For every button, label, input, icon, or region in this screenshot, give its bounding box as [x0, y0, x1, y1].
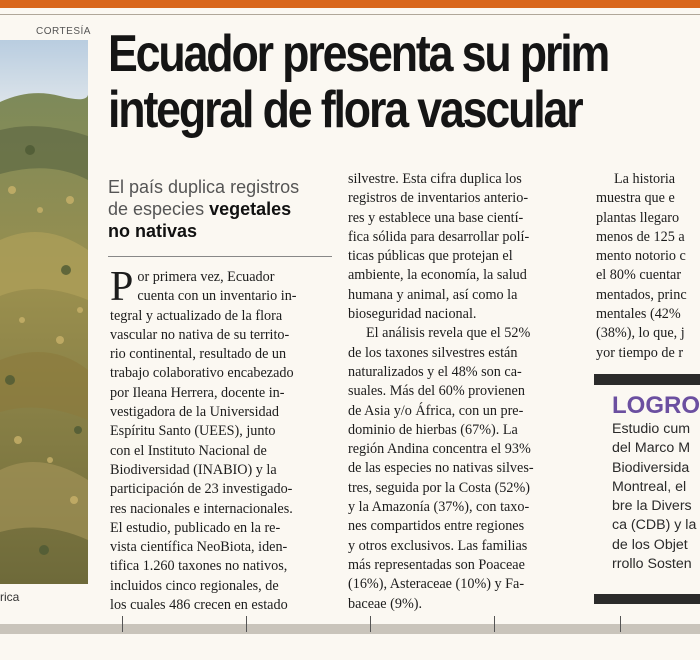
- sidebar-box-text: [612, 420, 696, 574]
- col2-line: registros de inventarios anterio-: [348, 190, 529, 207]
- col2-line: naturalizados y el 48% son ca-: [348, 363, 522, 380]
- col1-line: vista científica NeoBiota, iden-: [110, 539, 288, 556]
- box-line: del Marco M: [612, 440, 691, 457]
- sidebar-box-title: LOGRO: [612, 392, 700, 419]
- box-line: Estudio cum: [612, 421, 691, 437]
- col3-line: menos de 125 a: [596, 228, 685, 245]
- photo-andean-vegetation: [0, 40, 88, 584]
- article-column-2: [348, 170, 574, 614]
- col2-line: de las especies no nativas silves-: [348, 460, 534, 477]
- col3-line: el 80% cuentar: [596, 267, 682, 284]
- col1-line: Biodiversidad (INABIO) y la: [110, 461, 277, 478]
- headline-line-2: integral de flora vascular: [108, 81, 582, 139]
- col3-line: (38%), lo que, j: [596, 325, 685, 342]
- col2-line: más representadas son Poaceae: [348, 556, 525, 573]
- subheadline: [108, 176, 334, 242]
- col2-line: y otros exclusivos. Las familias: [348, 537, 528, 554]
- col1-line: por Ileana Herrera, docente in-: [110, 384, 285, 401]
- col3-line: muestra que e: [596, 190, 675, 207]
- col2-line: (16%), Asteraceae (10%) y Fa-: [348, 576, 525, 593]
- col2-line: de los taxones silvestres están: [348, 344, 518, 361]
- col2-line: baceae (9%).: [348, 595, 423, 612]
- headline-line-1: Ecuador presenta su prim: [108, 25, 609, 83]
- subhead-rule: [108, 256, 332, 257]
- col1-line: con el Instituto Nacional de: [110, 442, 267, 459]
- col2-line: El análisis revela que el 52%: [366, 325, 531, 342]
- col1-line: cuenta con un inventario in-: [137, 288, 297, 305]
- top-rule: [0, 14, 700, 15]
- col2-line: humana y animal, así como la: [348, 286, 518, 303]
- col2-line: dominio de hierbas (67%). La: [348, 421, 518, 438]
- col3-line: plantas llegaro: [596, 209, 680, 226]
- col2-line: de Asia y/o África, con un pre-: [348, 402, 524, 419]
- top-accent-bar: [0, 0, 700, 8]
- crop-mark: [246, 616, 247, 632]
- box-line: Montreal, el: [612, 478, 687, 495]
- col1-line: vascular no nativa de su territo-: [110, 326, 290, 343]
- subhead-text-2: de especies: [108, 199, 210, 219]
- col3-line: La historia: [614, 171, 676, 187]
- box-line: ca (CDB) y la: [612, 517, 697, 534]
- col2-line: tres, seguida por la Costa (52%): [348, 479, 531, 496]
- col3-line: mentados, princ: [596, 286, 687, 303]
- photo-caption: rica: [0, 590, 20, 604]
- subhead-bold-2: no nativas: [108, 221, 198, 241]
- col3-line: mento notorio c: [596, 248, 686, 265]
- headline: [108, 26, 641, 138]
- col3-line: yor tiempo de r: [596, 344, 684, 361]
- col1-line: incluidos cinco regionales, de: [110, 577, 279, 594]
- article-column-3: [596, 170, 700, 363]
- bottom-band: [0, 624, 700, 634]
- col1-line: los cuales 486 crecen en estado: [110, 597, 288, 614]
- box-line: Biodiversida: [612, 459, 690, 476]
- col2-line: silvestre. Esta cifra duplica los: [348, 171, 522, 187]
- col2-line: ambiente, la economía, la salud: [348, 267, 527, 284]
- crop-mark: [122, 616, 123, 632]
- sidebar-box-top-bar: [594, 374, 700, 385]
- col2-paragraph-2: [348, 324, 574, 613]
- crop-mark: [620, 616, 621, 632]
- col1-paragraph: [110, 264, 330, 615]
- col2-line: ticas públicas que protejan el: [348, 248, 513, 265]
- col2-line: nes compartidos entre regiones: [348, 518, 525, 535]
- drop-cap: P: [110, 264, 134, 310]
- subhead-text-1: El país duplica registros: [108, 177, 300, 197]
- col1-line: tegral y actualizado de la flora: [110, 307, 283, 324]
- col2-line: res y establece una base cientí-: [348, 209, 524, 226]
- article-column-1: [110, 264, 330, 615]
- col1-line: Espíritu Santo (UEES), junto: [110, 423, 276, 440]
- sidebar-box-bottom-bar: [594, 594, 700, 604]
- col2-line: y la Amazonía (37%), con taxo-: [348, 499, 530, 516]
- photo-credit: CORTESÍA: [36, 26, 91, 37]
- col2-line: suales. Más del 60% provienen: [348, 383, 525, 400]
- col3-line: mentales (42%: [596, 306, 681, 323]
- col1-line: or primera vez, Ecuador: [137, 269, 275, 285]
- col2-paragraph-1: [348, 170, 574, 324]
- col1-line: participación de 23 investigado-: [110, 481, 293, 498]
- col1-line: vestigadora de la Universidad: [110, 404, 280, 421]
- col1-line: res nacionales e internacionales.: [110, 500, 293, 517]
- box-line: rrollo Sosten: [612, 556, 692, 573]
- box-line: de los Objet: [612, 536, 688, 553]
- box-line: bre la Divers: [612, 498, 692, 515]
- crop-mark: [370, 616, 371, 632]
- col2-line: fica sólida para desarrollar polí-: [348, 228, 530, 245]
- col1-line: trabajo colaborativo encabezado: [110, 365, 294, 382]
- subhead-bold-1: vegetales: [209, 199, 292, 219]
- col3-paragraph: [596, 170, 700, 363]
- col1-line: El estudio, publicado en la re-: [110, 519, 281, 536]
- crop-mark: [494, 616, 495, 632]
- col2-line: región Andina concentra el 93%: [348, 441, 531, 458]
- col2-line: bioseguridad nacional.: [348, 306, 477, 323]
- col1-line: rio continental, resultado de un: [110, 346, 287, 363]
- col1-line: tifica 1.260 taxones no nativos,: [110, 558, 288, 575]
